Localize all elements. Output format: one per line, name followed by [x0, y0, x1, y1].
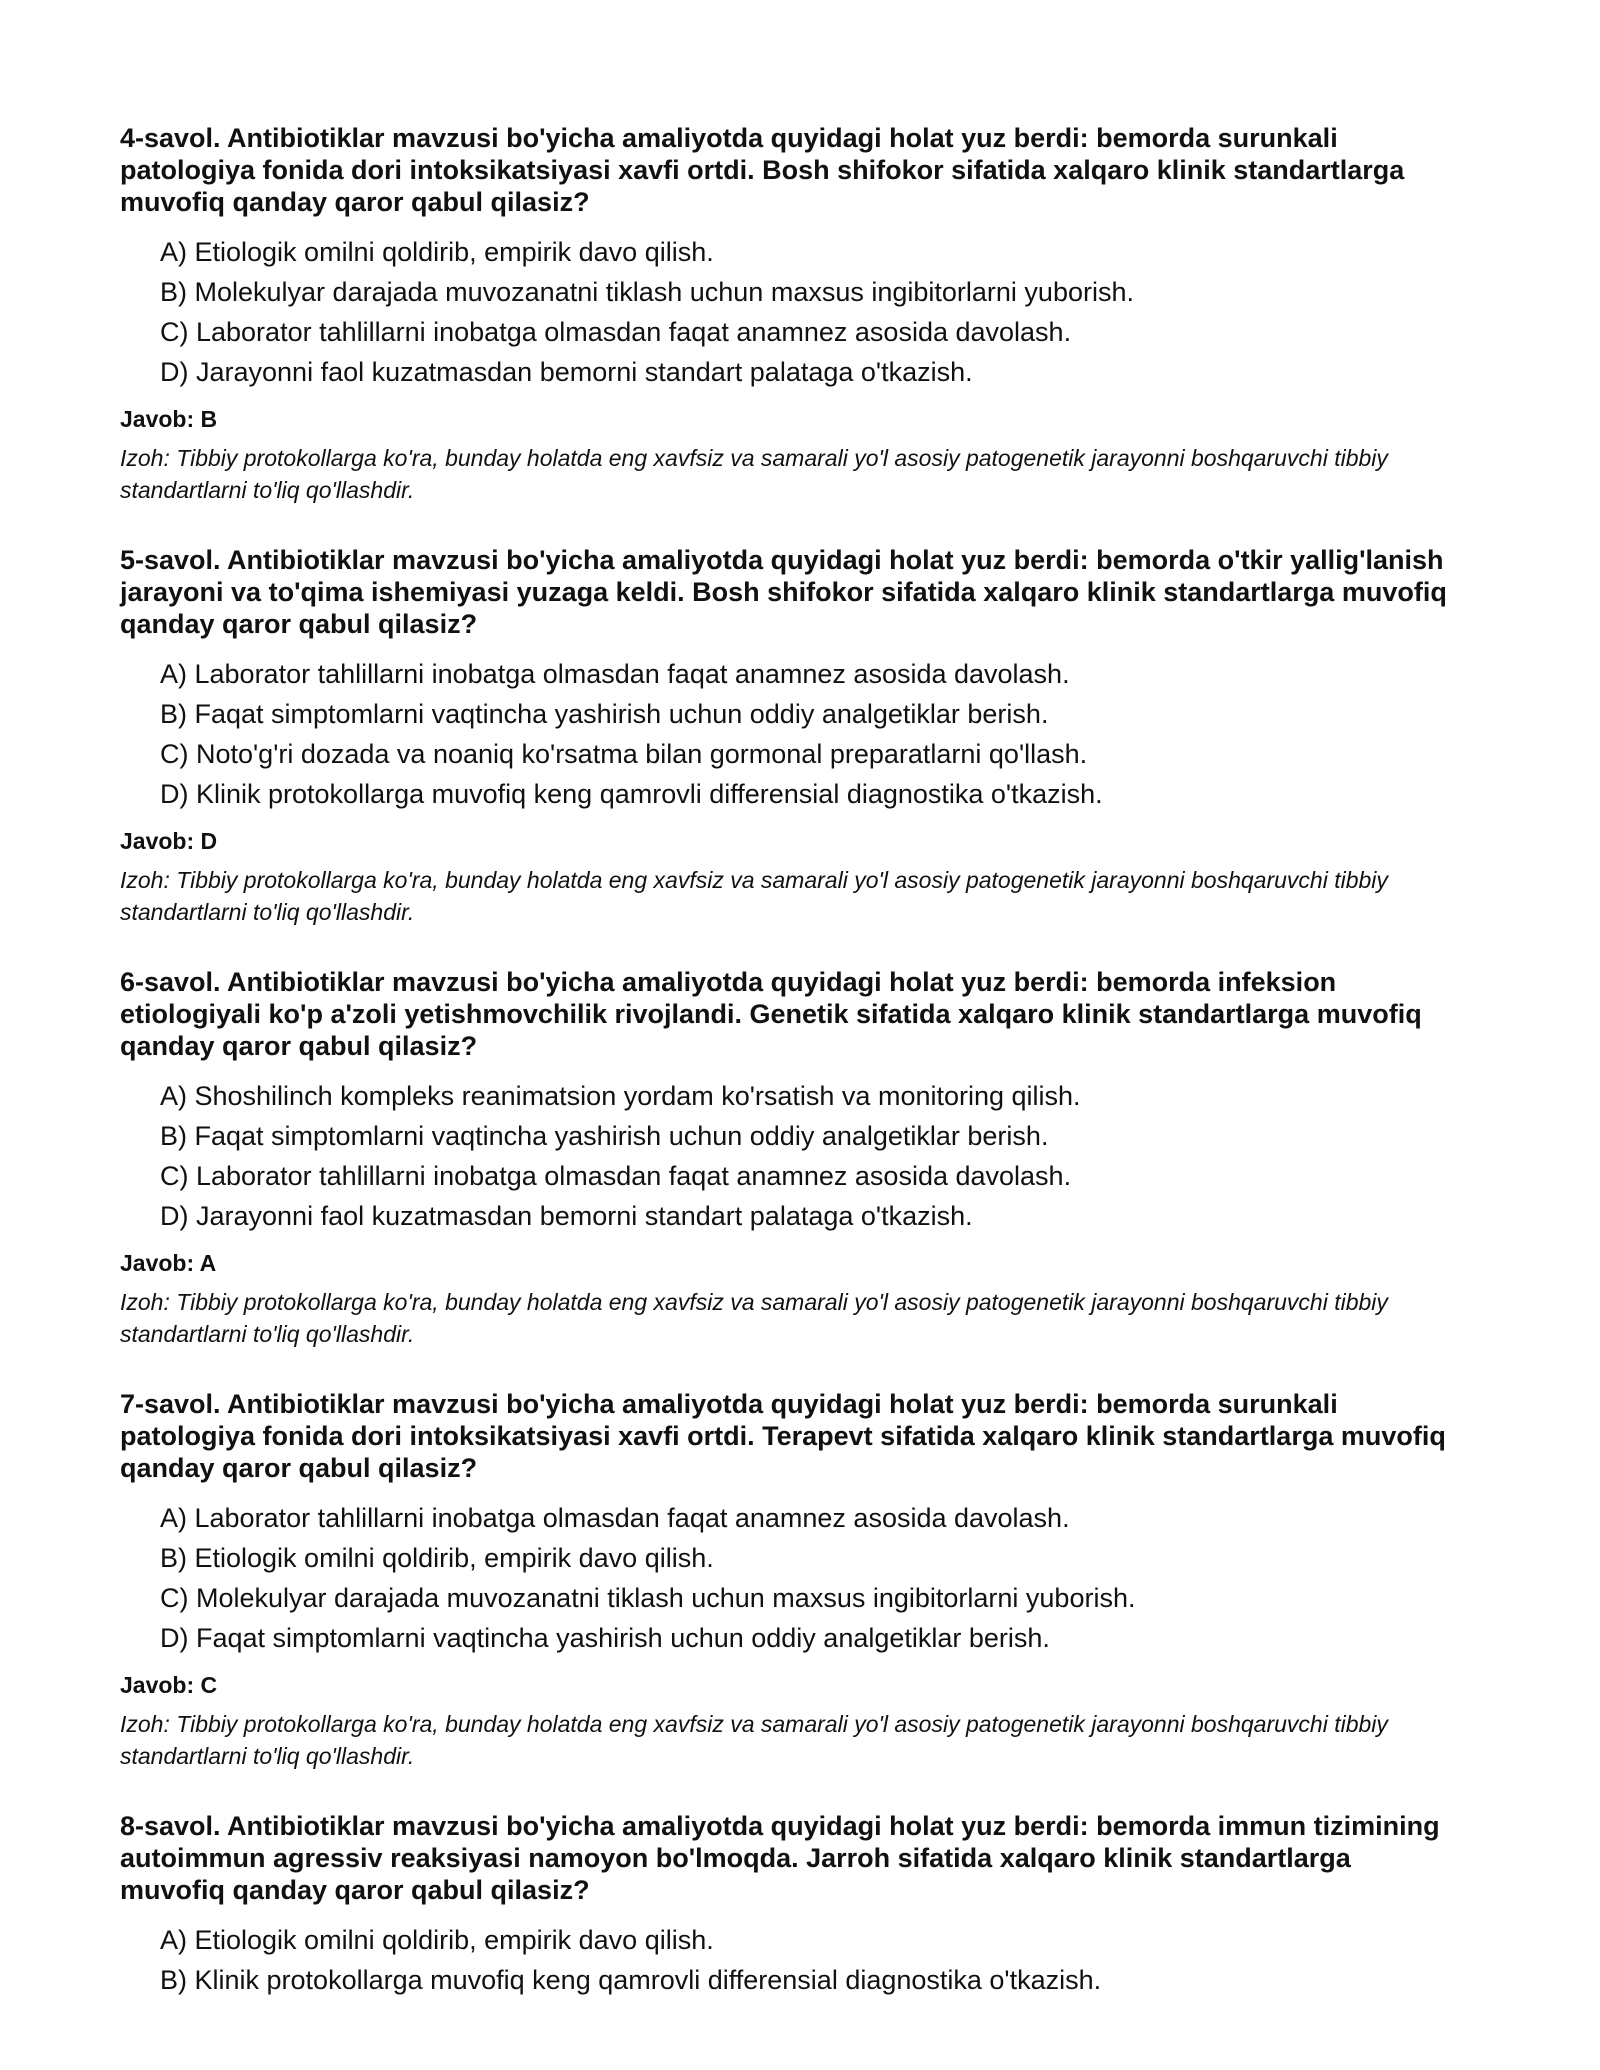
- option-c: C) Molekulyar darajada muvozanatni tiklash uchun maxsus ingibitorlarni yuborish.: [160, 1583, 1136, 1613]
- option-list: [120, 1498, 1450, 1658]
- explanation-note: Izoh: Tibbiy protokollarga ko'ra, bunday holatda eng xavfsiz va samarali yo'l asosiy patogenetik jarayonni boshqaruvchi tibbiy standartlarni to'liq qo'llashdir.: [120, 445, 1388, 503]
- question-text: 5-savol. Antibiotiklar mavzusi bo'yicha amaliyotda quyidagi holat yuz berdi: bemorda o'tkir yallig'lanish jarayoni va to'qima ishemiyasi yuzaga keldi. Bosh shifokor sifatida xalqaro klinik standartlarga muvofiq qanday qaror qabul qilasiz?: [120, 545, 1447, 639]
- option-list: [120, 1076, 1450, 1236]
- option-d: D) Jarayonni faol kuzatmasdan bemorni standart palataga o'tkazish.: [160, 357, 973, 387]
- option-a: A) Shoshilinch kompleks reanimatsion yordam ko'rsatish va monitoring qilish.: [160, 1081, 1081, 1111]
- question-block: [120, 966, 1450, 1350]
- question-block: [120, 122, 1450, 506]
- option-list: [120, 654, 1450, 814]
- option-a: A) Etiologik omilni qoldirib, empirik davo qilish.: [160, 1925, 714, 1955]
- option-a: A) Etiologik omilni qoldirib, empirik davo qilish.: [160, 237, 714, 267]
- option-b: B) Faqat simptomlarni vaqtincha yashirish uchun oddiy analgetiklar berish.: [160, 1121, 1049, 1151]
- option-list: [120, 232, 1450, 392]
- option-list: [120, 1920, 1450, 2000]
- question-block: [120, 544, 1450, 928]
- option-b: B) Klinik protokollarga muvofiq keng qamrovli differensial diagnostika o'tkazish.: [160, 1965, 1102, 1995]
- question-text: 4-savol. Antibiotiklar mavzusi bo'yicha amaliyotda quyidagi holat yuz berdi: bemorda surunkali patologiya fonida dori intoksikatsiyasi xavfi ortdi. Bosh shifokor sifatida xalqaro klinik standartlarga muvofiq qanday qaror qabul qilasiz?: [120, 123, 1405, 217]
- question-text: 8-savol. Antibiotiklar mavzusi bo'yicha amaliyotda quyidagi holat yuz berdi: bemorda immun tizimining autoimmun agressiv reaksiyasi namoyon bo'lmoqda. Jarroh sifatida xalqaro klinik standartlarga muvofiq qanday qaror qabul qilasiz?: [120, 1811, 1440, 1905]
- explanation-note: Izoh: Tibbiy protokollarga ko'ra, bunday holatda eng xavfsiz va samarali yo'l asosiy patogenetik jarayonni boshqaruvchi tibbiy standartlarni to'liq qo'llashdir.: [120, 867, 1388, 925]
- explanation-note: Izoh: Tibbiy protokollarga ko'ra, bunday holatda eng xavfsiz va samarali yo'l asosiy patogenetik jarayonni boshqaruvchi tibbiy standartlarni to'liq qo'llashdir.: [120, 1711, 1388, 1769]
- question-block: [120, 1388, 1450, 1772]
- option-c: C) Laborator tahlillarni inobatga olmasdan faqat anamnez asosida davolash.: [160, 1161, 1072, 1191]
- answer-label: Javob: A: [120, 1250, 217, 1276]
- option-a: A) Laborator tahlillarni inobatga olmasdan faqat anamnez asosida davolash.: [160, 1503, 1070, 1533]
- option-d: D) Jarayonni faol kuzatmasdan bemorni standart palataga o'tkazish.: [160, 1201, 973, 1231]
- answer-label: Javob: C: [120, 1672, 218, 1698]
- answer-label: Javob: B: [120, 406, 218, 432]
- option-c: C) Laborator tahlillarni inobatga olmasdan faqat anamnez asosida davolash.: [160, 317, 1072, 347]
- question-block: [120, 1810, 1450, 2000]
- question-text: 7-savol. Antibiotiklar mavzusi bo'yicha amaliyotda quyidagi holat yuz berdi: bemorda surunkali patologiya fonida dori intoksikatsiyasi xavfi ortdi. Terapevt sifatida xalqaro klinik standartlarga muvofiq qanday qaror qabul qilasiz?: [120, 1389, 1446, 1483]
- option-b: B) Etiologik omilni qoldirib, empirik davo qilish.: [160, 1543, 714, 1573]
- question-text: 6-savol. Antibiotiklar mavzusi bo'yicha amaliyotda quyidagi holat yuz berdi: bemorda infeksion etiologiyali ko'p a'zoli yetishmovchilik rivojlandi. Genetik sifatida xalqaro klinik standartlarga muvofiq qanday qaror qabul qilasiz?: [120, 967, 1422, 1061]
- answer-label: Javob: D: [120, 828, 218, 854]
- option-d: D) Klinik protokollarga muvofiq keng qamrovli differensial diagnostika o'tkazish.: [160, 779, 1103, 809]
- option-b: B) Faqat simptomlarni vaqtincha yashirish uchun oddiy analgetiklar berish.: [160, 699, 1049, 729]
- option-c: C) Noto'g'ri dozada va noaniq ko'rsatma bilan gormonal preparatlarni qo'llash.: [160, 739, 1088, 769]
- option-d: D) Faqat simptomlarni vaqtincha yashirish uchun oddiy analgetiklar berish.: [160, 1623, 1050, 1653]
- option-b: B) Molekulyar darajada muvozanatni tiklash uchun maxsus ingibitorlarni yuborish.: [160, 277, 1134, 307]
- document-page: [120, 122, 1450, 2038]
- option-a: A) Laborator tahlillarni inobatga olmasdan faqat anamnez asosida davolash.: [160, 659, 1070, 689]
- explanation-note: Izoh: Tibbiy protokollarga ko'ra, bunday holatda eng xavfsiz va samarali yo'l asosiy patogenetik jarayonni boshqaruvchi tibbiy standartlarni to'liq qo'llashdir.: [120, 1289, 1388, 1347]
